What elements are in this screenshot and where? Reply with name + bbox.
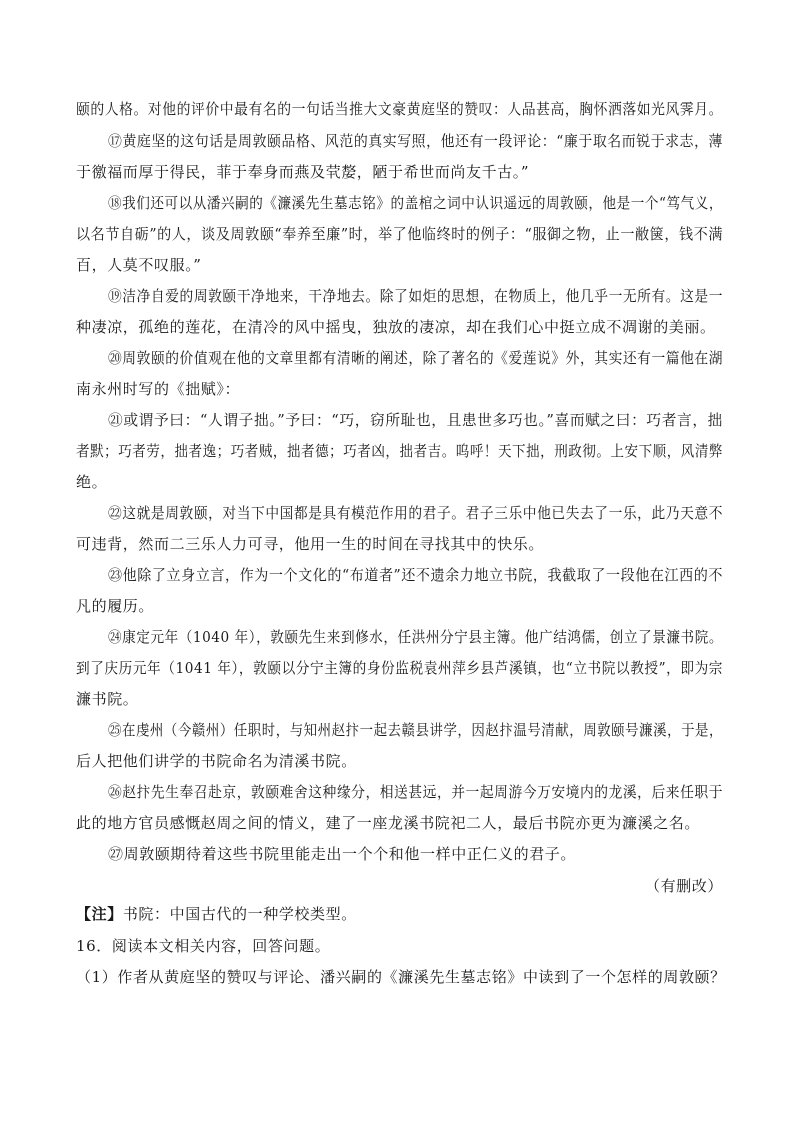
annotation-label: 【注】	[76, 905, 123, 923]
paragraph-line: 于徼福而厚于得民，菲于奉身而燕及茕嫠，陋于希世而尚友千古。”	[76, 163, 530, 181]
paragraph-line: ㉑或谓予曰：“人谓子拙。”予曰：“巧，窃所耻也，且患世多巧也。”喜而赋之曰：巧者言，拙	[108, 411, 723, 429]
paragraph-line: 濂书院。	[76, 690, 139, 708]
paragraph-line: ㉖赵抃先生奉召赴京，敦颐难舍这种缘分，相送甚远，并一起周游今万安境内的龙溪，后来任职于	[108, 783, 723, 801]
paragraph-line: 绝。	[76, 473, 108, 491]
paragraph-line: ㉓他除了立身立言，作为一个文化的“布道者”还不遗余力地立书院，我截取了一段他在江西的不	[108, 566, 723, 584]
paragraph-line: 凡的履历。	[76, 597, 155, 615]
paragraph-line: ⑳周敦颐的价值观在他的文章里都有清晰的阐述，除了著名的《爱莲说》外，其实还有一篇他在湖	[108, 349, 723, 367]
paragraph-line: ⑱我们还可以从潘兴嗣的《濂溪先生墓志铭》的盖棺之词中认识遥远的周敦颐，他是一个“笃气义，	[108, 194, 723, 212]
paragraph-line: ㉒这就是周敦颐，对当下中国都是具有模范作用的君子。君子三乐中他已失去了一乐，此乃天意不	[108, 504, 723, 522]
paragraph-line: 种凄凉，孤绝的莲花，在清冷的风中摇曳，独放的凄凉，却在我们心中挺立成不凋谢的美丽。	[76, 318, 716, 336]
paragraph-line: 此的地方官员感慨赵周之间的情义，建了一座龙溪书院祀二人，最后书院亦更为濂溪之名。	[76, 814, 701, 832]
paragraph-line: ⑰黄庭坚的这句话是周敦颐品格、风范的真实写照，他还有一段评论：“廉于取名而锐于求志，薄	[108, 132, 723, 150]
paragraph-line: 到了庆历元年（1041 年），敦颐以分宁主簿的身份监税袁州萍乡县芦溪镇，也“立书院以教授”，即为宗	[76, 659, 723, 677]
paragraph-line: 南永州时写的《拙赋》：	[76, 380, 241, 398]
paragraph-line: 百，人莫不叹服。”	[76, 256, 202, 274]
paragraph-line: ⑲洁净自爱的周敦颐干净地来，干净地去。除了如炬的思想，在物质上，他几乎一无所有。这是一	[108, 287, 723, 305]
annotation-note	[76, 904, 357, 924]
paragraph-line: ㉔康定元年（1040 年），敦颐先生来到修水，任洪州分宁县主簿。他广结鸿儒，创立了景濂书院。	[108, 628, 723, 646]
paragraph-line: 颐的人格。对他的评价中最有名的一句话当推大文豪黄庭坚的赞叹：人品甚高，胸怀洒落如光风霁月。	[76, 100, 723, 118]
paragraph-line: ㉕在虔州（今赣州）任职时，与知州赵抃一起去赣县讲学，因赵抃温号清献，周敦颐号濂溪，于是，	[108, 721, 723, 739]
annotation-text: 书院：中国古代的一种学校类型。	[122, 905, 357, 923]
paragraph-line: 以名节自砺”的人，谈及周敦颐“奉养至廉”时，举了他临终时的例子：“服御之物，止一敝箧，钱不满	[76, 225, 723, 243]
question-title: 16．阅读本文相关内容，回答问题。	[76, 937, 331, 955]
paragraph-line: 者默；巧者劳，拙者逸；巧者贼，拙者德；巧者凶，拙者吉。呜呼！天下拙，刑政彻。上安下顺，风清弊	[76, 442, 723, 460]
question-sub1: （1）作者从黄庭坚的赞叹与评论、潘兴嗣的《濂溪先生墓志铭》中读到了一个怎样的周敦颐？	[76, 968, 726, 986]
source-note: （有删改）	[644, 877, 723, 895]
paragraph-line: 可违背，然而二三乐人力可寻，他用一生的时间在寻找其中的快乐。	[76, 535, 545, 553]
paragraph-line: 后人把他们讲学的书院命名为清溪书院。	[76, 752, 357, 770]
paragraph-line: ㉗周敦颐期待着这些书院里能走出一个个和他一样中正仁义的君子。	[108, 845, 577, 863]
